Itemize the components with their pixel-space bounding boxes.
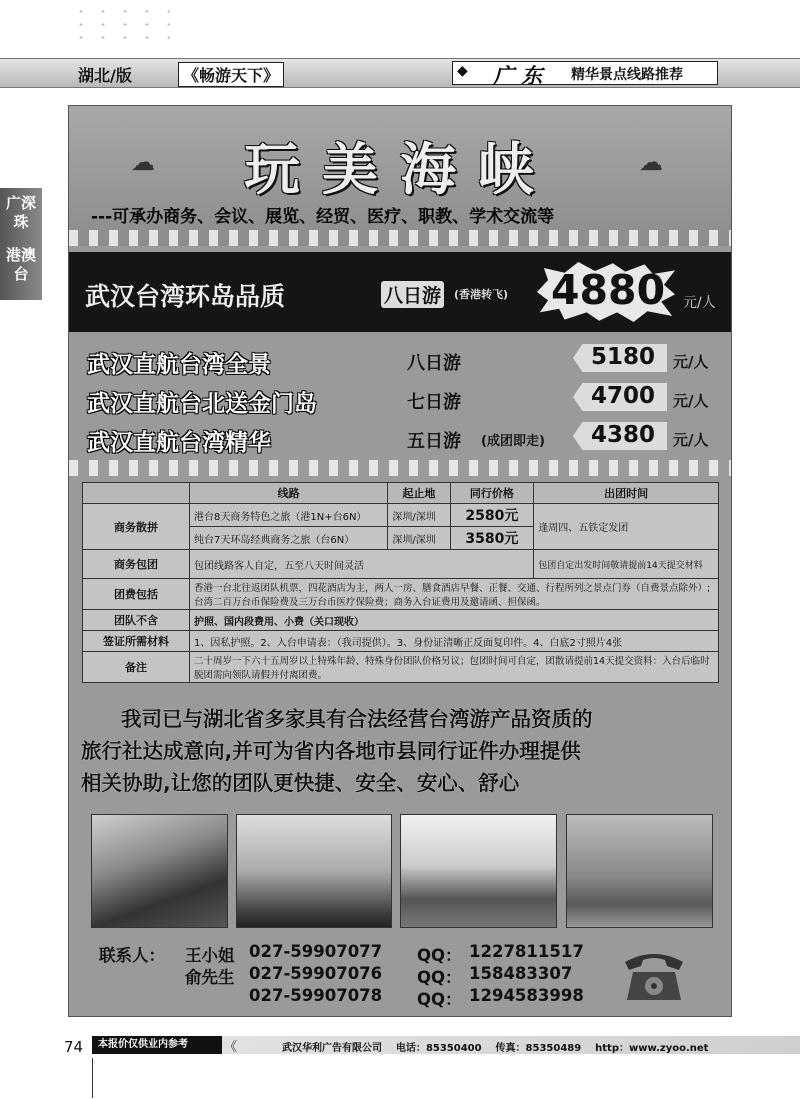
header-bar <box>0 58 800 88</box>
table-header-empty <box>83 483 190 504</box>
price-cell: 3580元 <box>450 527 534 550</box>
route-days: 七日游 <box>407 392 461 413</box>
fax-label: 传真： <box>495 1043 526 1054</box>
route-unit: 元/人 <box>673 353 709 371</box>
body-text <box>81 703 721 799</box>
route-table <box>82 482 719 683</box>
remarks-cell: 二十周岁一下六十五周岁以上特殊年龄、特殊身份团队价格另议；包团时间可自定，团散请提前14天提交资料：入台后临时脱团需向领队请假并付离团费。 <box>190 652 719 683</box>
route-cell: 纯台7天环岛经典商务之旅（台6N） <box>190 527 388 550</box>
qq-label: QQ： <box>417 946 462 965</box>
route-unit: 元/人 <box>673 392 709 410</box>
table-header: 出团时间 <box>534 483 719 504</box>
row-label: 商务散拼 <box>83 504 190 550</box>
taipei-skyline-photo <box>236 814 392 928</box>
company-name: 武汉华利广告有限公司 <box>282 1043 382 1054</box>
feature-subtitle: 精华景点线路推荐 <box>571 67 683 83</box>
footer-divider <box>92 1058 93 1098</box>
promo-unit: 元/人 <box>683 295 716 311</box>
body-line: 旅行社达成意向,并可为省内各地市县同行证件办理提供 <box>81 739 581 763</box>
table-row <box>83 652 719 683</box>
time-cell: 逢周四、五铁定发团 <box>534 504 719 550</box>
route-cell: 港台8天商务特色之旅（港1N+台6N） <box>190 504 388 527</box>
tel-number: 85350400 <box>425 1043 482 1054</box>
table-header: 线路 <box>190 483 388 504</box>
price-cell: 2580元 <box>450 504 534 527</box>
visa-cell: 1、因私护照。2、入台申请表：（我司提供）。3、身份证清晰正反面复印件。4、白底2寸照片4张 <box>190 631 719 652</box>
table-header: 同行价格 <box>450 483 534 504</box>
excluded-cell: 护照、国内段费用、小费（关口现收） <box>190 610 719 631</box>
row-label: 团队不含 <box>83 610 190 631</box>
promo-band <box>69 252 731 332</box>
row-label: 团费包括 <box>83 579 190 610</box>
contact-phone: 027-59907078 <box>249 986 383 1005</box>
route-unit: 元/人 <box>673 431 709 449</box>
diamond-divider <box>69 230 731 246</box>
promo-route: 武汉台湾环岛品质 <box>85 282 286 311</box>
web-label: http： <box>595 1043 629 1054</box>
feature-region: 广 东 <box>493 63 543 88</box>
row-label: 商务包团 <box>83 550 190 579</box>
cloud-ornament-icon: ☁ <box>639 148 663 176</box>
side-tab-line-1: 广深珠 <box>5 194 36 231</box>
promo-price: 4880 <box>551 266 666 314</box>
poster <box>68 105 732 1017</box>
contact-name: 俞先生 <box>185 968 235 987</box>
tel-label: 电话： <box>395 1043 426 1054</box>
edition-label: 湖北/版 <box>78 66 132 85</box>
memorial-gate-photo <box>400 814 557 928</box>
contact-phone: 027-59907077 <box>249 942 383 961</box>
table-row <box>83 550 719 579</box>
footer-note: 本报价仅供业内参考 <box>92 1036 222 1054</box>
route-days: 五日游 <box>407 431 461 452</box>
side-tab <box>0 188 42 300</box>
website-link[interactable]: www.zyoo.net <box>629 1043 709 1054</box>
table-row <box>83 504 719 527</box>
route-name: 武汉直航台湾全景 <box>87 352 271 378</box>
table-row <box>83 610 719 631</box>
body-line: 我司已与湖北省多家具有合法经营台湾游产品资质的 <box>121 707 593 731</box>
route-price: 4700 <box>591 383 656 409</box>
contact-name: 王小姐 <box>185 946 235 965</box>
route-name: 武汉直航台湾精华 <box>87 430 271 456</box>
diamond-arrow-icon: ◆ <box>457 63 468 79</box>
page-number: 74 <box>64 1038 84 1056</box>
poster-title: 玩美海峡 <box>244 137 556 203</box>
qq-number: 158483307 <box>469 964 573 983</box>
decorative-dots <box>70 5 170 45</box>
column-name: 《畅游天下》 <box>178 62 284 87</box>
route-name: 武汉直航台北送金门岛 <box>87 391 317 417</box>
body-line: 相关协助,让您的团队更快捷、安全、安心、舒心 <box>81 771 520 795</box>
route-note: (成团即走) <box>481 434 545 449</box>
footer-info <box>282 1039 708 1054</box>
table-row <box>83 631 719 652</box>
qq-label: QQ： <box>417 968 462 987</box>
coastline-photo <box>91 814 228 928</box>
promo-note: (香港转飞) <box>454 288 509 301</box>
title-area <box>69 106 731 246</box>
included-cell: 香港一台北往返团队机票，四花酒店为主，两人一房、膳食酒店早餐、正餐、交通、行程所列之景点门券（自费景点除外）;台湾二百万台币保险费及三万台币医疗保险费；商务入台证费用及邀请函、担保函。 <box>190 579 719 610</box>
row-label: 备注 <box>83 652 190 683</box>
table-header-row <box>83 483 719 504</box>
table-header: 起止地 <box>388 483 450 504</box>
from-to-cell: 深圳/深圳 <box>388 527 450 550</box>
qq-number: 1227811517 <box>469 942 584 961</box>
fax-number: 85350489 <box>525 1043 582 1054</box>
charter-time-cell: 包团自定出发时间敬请提前14天提交材料 <box>534 550 719 579</box>
promo-days: 八日游 <box>381 281 444 308</box>
route-days: 八日游 <box>407 353 461 374</box>
diamond-divider <box>69 460 731 476</box>
telephone-icon <box>619 944 689 1004</box>
charter-cell: 包团线路客人自定，五至八天时间灵活 <box>190 550 534 579</box>
route-price: 5180 <box>591 344 656 370</box>
row-label: 签证所需材料 <box>83 631 190 652</box>
rock-sea-photo <box>566 814 713 928</box>
cloud-ornament-icon: ☁ <box>131 148 155 176</box>
route-price: 4380 <box>591 422 656 448</box>
contact-label: 联系人： <box>99 946 165 965</box>
feature-banner <box>452 61 718 88</box>
qq-label: QQ： <box>417 990 462 1009</box>
from-to-cell: 深圳/深圳 <box>388 504 450 527</box>
double-chevron-icon: 《 <box>224 1040 238 1055</box>
side-tab-line-2: 港澳台 <box>5 246 36 283</box>
poster-subtitle: ---可承办商务、会议、展览、经贸、医疗、职教、学术交流等 <box>91 207 555 227</box>
qq-number: 1294583998 <box>469 986 584 1005</box>
contact-phone: 027-59907076 <box>249 964 383 983</box>
table-row <box>83 579 719 610</box>
